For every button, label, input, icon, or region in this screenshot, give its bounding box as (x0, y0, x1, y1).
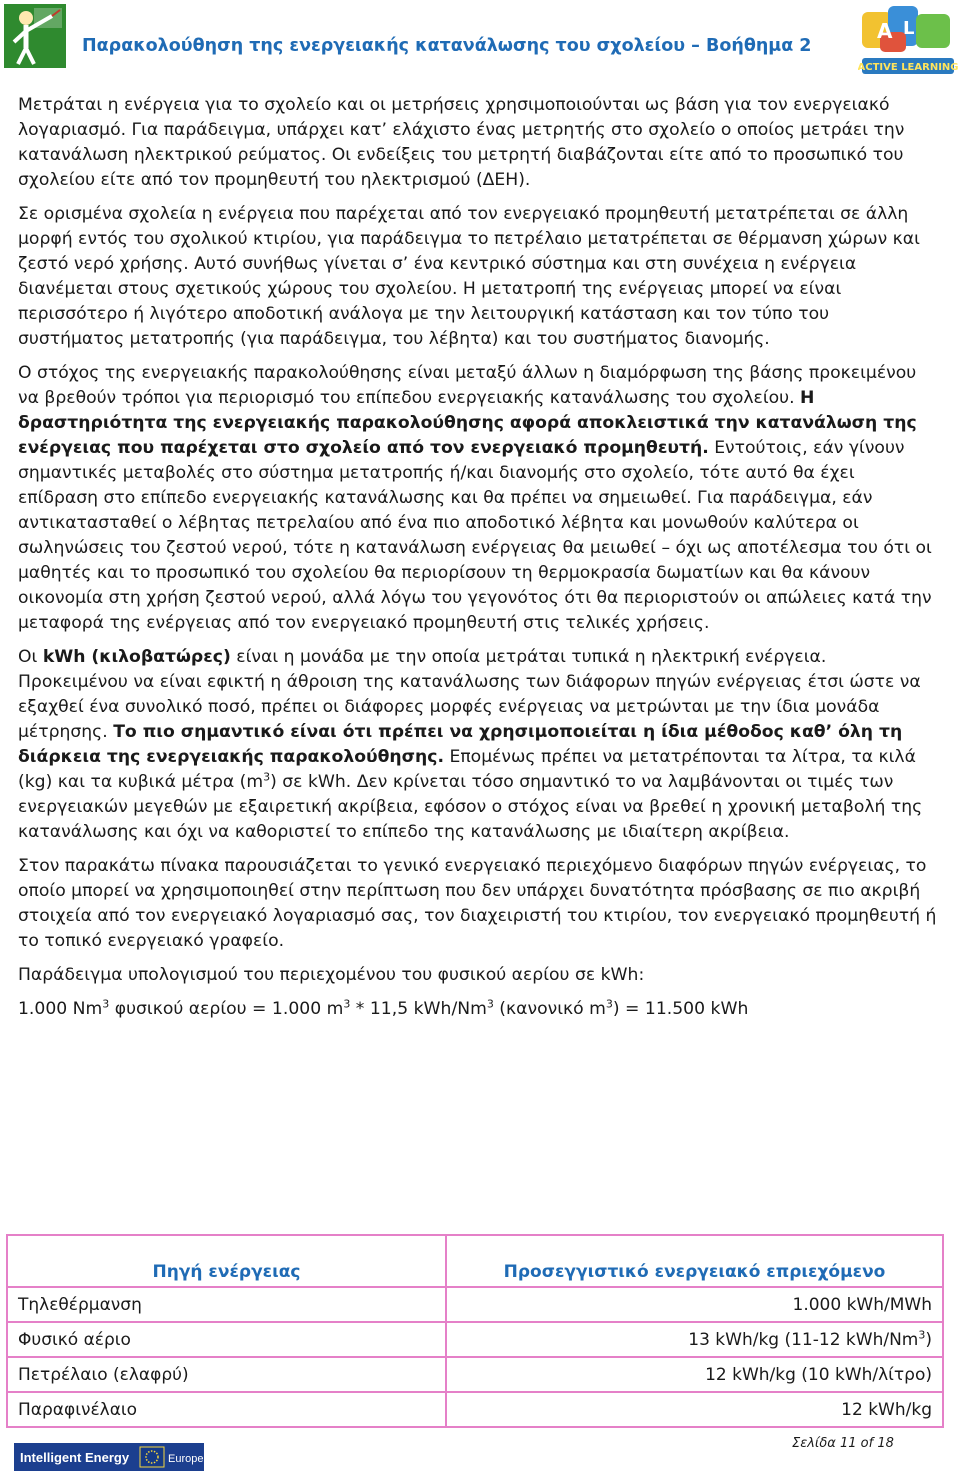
cell-value: 13 kWh/kg (11-12 kWh/Nm$^3$) (446, 1322, 943, 1357)
emphasis-kwh: kWh (κιλοβατώρες) (42, 647, 231, 667)
logo-text: ACTIVE LEARNING (858, 62, 958, 73)
paragraph-example-intro: Παράδειγμα υπολογισμού του περιεχομένου του φυσικού αερίου σε kWh: (18, 965, 645, 985)
paragraph-kwh: Οι kWh (κιλοβατώρες) είναι η μονάδα με την οποία μετράται τυπικά η ηλεκτρική ενέργεια. Προκειμένου να είναι εφικτή η άθροιση της κατανάλωσης των διάφορων πηγών ενέργειας έτσι ώστε να εξαχθεί ένα συνολικό ποσό, πρέπει οι διάφορες μορφές ενέργειας να μετρώνται με την ίδια μονάδα μέτρησης. Το πιο σημαντικό είναι ότι πρέπει να χρησιμοποιείται η ίδια μέθοδος καθ’ όλη τη διάρκεια της ενεργειακής παρακολούθησης. Επομένως πρέπει να μετατρέπονται τα λίτρα, τα κιλά (kg) και τα κυβικά μέτρα $(m^3)$ σε kWh. Δεν κρίνεται τόσο σημαντικό το να λαμβάνονται οι τιμές των ενεργειακών μεγεθών με εξαιρετική ακρίβεια, εφόσον ο στόχος είναι να βρεθεί η χρονική μεταβολή της κατανάλωσης και όχι να καθοριστεί το επίπεδο της κατανάλωσης με ιδιαίτερη ακρίβεια. (18, 647, 923, 842)
active-learning-logo (858, 2, 958, 78)
cell-source: Πετρέλαιο (ελαφρύ) (7, 1357, 446, 1392)
example-calculation: 1.000 Nm$^3$ φυσικού αερίου = 1.000 $m^3 * 11,5$ kWh/Nm$^3$ (κανονικό $m^3) = 11.500$ kWh (18, 997, 749, 1019)
page-header (0, 0, 960, 80)
header-source: Πηγή ενέργειας (7, 1235, 446, 1287)
energy-content-table (6, 1234, 944, 1428)
cell-value: 12 kWh/kg (446, 1392, 943, 1427)
emphasis-method: Το πιο σημαντικό είναι ότι πρέπει να χρησιμοποιείται η ίδια μέθοδος καθ’ όλη τη διάρκεια της ενεργειακής παρακολούθησης. (18, 722, 903, 767)
cell-source: Παραφινέλαιο (7, 1392, 446, 1427)
footer-logo-text: Intelligent Energy (20, 1450, 130, 1465)
paragraph-conversion: Σε ορισμένα σχολεία η ενέργεια που παρέχεται από τον ενεργειακό προμηθευτή μετατρέπεται σε άλλη μορφή εντός του σχολικού κτιρίου, για παράδειγμα το πετρέλαιο μετατρέπεται σε θέρμανση χώρων και ζεστό νερό χρήσης. Αυτό συνήθως γίνεται σ’ ένα κεντρικό σύστημα και στη συνέχεια η ενέργεια διανέμεται στους σχετικούς χώρους του σχολείου. Η μετατροπή της ενέργειας μπορεί να είναι περισσότερο ή λιγότερο αποδοτική ανάλογα με την λειτουργική κατάσταση και τον τύπο του συστήματος μετατροπής (για παράδειγμα, του λέβητα) και του συστήματος διανομής. (18, 204, 920, 349)
table-row (7, 1357, 943, 1392)
cell-value: 12 kWh/kg (10 kWh/λίτρο) (446, 1357, 943, 1392)
svg-text:L: L (903, 18, 915, 39)
table-header-row (7, 1235, 943, 1287)
footer-logo-sub: Europe (168, 1453, 204, 1465)
cell-source: Τηλεθέρμανση (7, 1287, 446, 1322)
cell-value: 1.000 kWh/MWh (446, 1287, 943, 1322)
intelligent-energy-logo (14, 1443, 204, 1471)
table-row (7, 1287, 943, 1322)
teacher-icon (4, 4, 66, 68)
page-number: Σελίδα 11 of 18 (792, 1436, 894, 1451)
document-body (18, 93, 938, 1031)
paragraph-metering: Μετράται η ενέργεια για το σχολείο και οι μετρήσεις χρησιμοποιούνται ως βάση για τον ενεργειακό λογαριασμό. Για παράδειγμα, υπάρχει κατ’ ελάχιστο ένας μετρητής στο σχολείο ο οποίος μετράει την κατανάλωση ηλεκτρικού ρεύματος. Οι ενδείξεις του μετρητή διαβάζονται είτε από το προσωπικό του σχολείου είτε από τον προμηθευτή του ηλεκτρισμού (ΔΕΗ). (18, 95, 905, 190)
paragraph-table-intro: Στον παρακάτω πίνακα παρουσιάζεται το γενικό ενεργειακό περιεχόμενο διαφόρων πηγών ενέργειας, το οποίο μπορεί να χρησιμοποιηθεί στην περίπτωση που δεν υπάρχει δυνατότητα πρόσβασης σε πιο ακριβή στοιχεία από τον ενεργειακό λογαριασμό σας, τον διαχειριστή του κτιρίου, τον ενεργειακό προμηθευτή ή το τοπικό ενεργειακό γραφείο. (18, 856, 937, 951)
page-title: Παρακολούθηση της ενεργειακής κατανάλωσης του σχολείου – Βοήθημα 2 (82, 36, 812, 56)
svg-text:A: A (877, 19, 893, 43)
table-row (7, 1392, 943, 1427)
paragraph-goal: Ο στόχος της ενεργειακής παρακολούθησης είναι μεταξύ άλλων η διαμόρφωση της βάσης προκειμένου να βρεθούν τρόποι για περιορισμό του επίπεδου ενεργειακής κατανάλωσης του σχολείου. Η δραστηριότητα της ενεργειακής παρακολούθησης αφορά αποκλειστικά την κατανάλωση της ενέργειας που παρέχεται στο σχολείο από τον ενεργειακό προμηθευτή. Εντούτοις, εάν γίνουν σημαντικές μεταβολές στο σύστημα μετατροπής ή/και διανομής στο σχολείο, τότε αυτό θα έχει επίδραση στο επίπεδο ενεργειακής κατανάλωσης και θα πρέπει να σημειωθεί. Για παράδειγμα, εάν αντικατασταθεί ο λέβητας πετρελαίου από ένα πιο αποδοτικό λέβητα και μονωθούν καλύτερα οι σωληνώσεις του ζεστού νερού, τότε η κατανάλωση ενέργειας θα μειωθεί – όχι ως αποτέλεσμα του ότι οι μαθητές και το προσωπικό του σχολείου θα περιορίσουν τη θερμοκρασία δωματίων και θα κάνουν οικονομία στη χρήση ζεστού νερού, αλλά λόγω του γεγονότος ότι θα περιοριστούν οι απώλειες κατά την μεταφορά της ενέργειας από τον ενεργειακό προμηθευτή στις τελικές χρήσεις. (18, 363, 932, 633)
header-content: Προσεγγιστικό ενεργειακό επριεχόμενο (446, 1235, 943, 1287)
table-row (7, 1322, 943, 1357)
emphasis-scope: Η δραστηριότητα της ενεργειακής παρακολούθησης αφορά αποκλειστικά την κατανάλωση της ενέργειας που παρέχεται στο σχολείο από τον ενεργειακό προμηθευτή. (18, 388, 917, 458)
cell-source: Φυσικό αέριο (7, 1322, 446, 1357)
